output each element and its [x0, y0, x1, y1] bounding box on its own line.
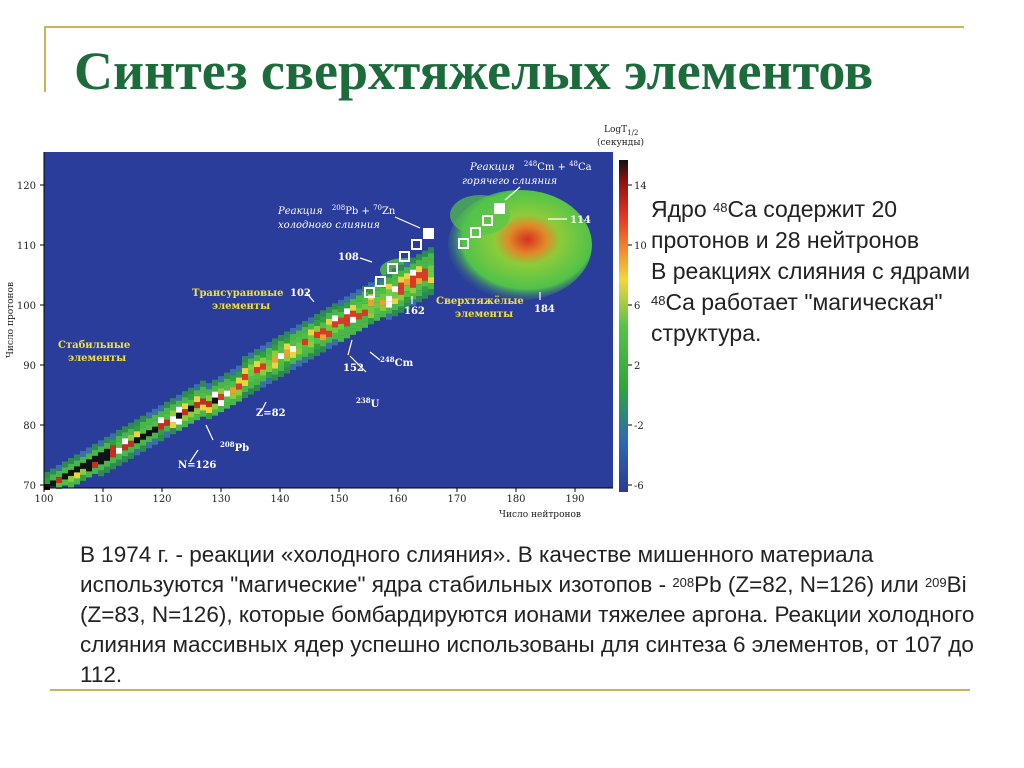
y-axis-label: Число протонов — [6, 281, 16, 359]
label-102: 102 — [290, 288, 311, 299]
transuranic-label-2: элементы — [212, 301, 271, 312]
colorbar — [619, 160, 628, 492]
x-tick-label: 110 — [93, 494, 113, 505]
y-tick-label: 80 — [23, 421, 36, 432]
bottom-paragraph: В 1974 г. - реакции «холодного слияния». В качестве мишенного материала используются "магические" ядра стабильных изотопов - $^{208}$Pb (Z=82, N=126) или $^{209}$Bi (Z=83, N=126), которые бомбардируются ионами тяжелее аргона. Реакции холодного слияния массивных ядер успешно использованы для синтеза 6 элементов, от 107 до 112. — [80, 542, 975, 687]
label-cm248: $^{248}$Cm — [380, 355, 414, 369]
y-tick-label: 120 — [16, 181, 36, 192]
x-tick-label: 150 — [329, 494, 349, 505]
nuclide-chart — [0, 112, 660, 532]
transuranic-label-1: Трансурановые — [192, 288, 284, 299]
hot-reaction-label-2: горячего слияния — [462, 176, 558, 187]
x-tick-label: 100 — [34, 494, 54, 505]
colorbar-tick-label: 10 — [634, 241, 647, 252]
label-108: 108 — [338, 252, 359, 263]
x-tick-label: 160 — [388, 494, 408, 505]
colorbar-tick-label: -2 — [634, 421, 644, 432]
label-n126: N=126 — [178, 460, 217, 471]
label-u238: $^{238}$U — [356, 396, 380, 410]
stable-label-1: Стабильные — [58, 340, 131, 351]
y-tick-label: 110 — [16, 241, 36, 252]
side-line-5: структура. — [651, 320, 762, 346]
slide-title: Синтез сверхтяжелых элементов — [74, 41, 874, 101]
side-line-1: Ядро $^{48}$Ca содержит 20 — [651, 196, 898, 222]
x-tick-label: 120 — [152, 494, 172, 505]
colorbar-tick-label: -6 — [634, 481, 644, 492]
hot-reaction-label-1: Реакция $^{248}$Cm + $^{48}$Ca — [470, 160, 592, 173]
x-tick-label: 180 — [506, 494, 526, 505]
label-pb208: $^{208}$Pb — [220, 440, 250, 454]
title-rule-top — [44, 26, 964, 28]
x-tick-label: 170 — [447, 494, 467, 505]
stable-label-2: элементы — [68, 353, 127, 364]
label-114: 114 — [570, 215, 591, 226]
y-tick-label: 100 — [16, 301, 36, 312]
superheavy-label-2: элементы — [455, 309, 514, 320]
side-line-4: $^{48}$Ca работает "магическая" — [651, 289, 943, 315]
label-162: 162 — [404, 306, 425, 317]
cold-reaction-label-1: Реакция $^{208}$Pb + $^{70}$Zn — [278, 204, 396, 217]
bottom-rule — [50, 689, 970, 691]
colorbar-tick-label: 6 — [634, 301, 641, 312]
x-tick-label: 140 — [270, 494, 290, 505]
x-tick-label: 130 — [211, 494, 231, 505]
y-tick-label: 90 — [23, 361, 36, 372]
cold-reaction-label-2: холодного слияния — [278, 220, 380, 231]
side-text — [651, 194, 991, 349]
colorbar-units: (секунды) — [597, 138, 645, 148]
side-line-2: протонов и 28 нейтронов — [651, 227, 920, 253]
colorbar-title: LogT$_{1/2}$ — [604, 125, 639, 137]
x-axis-label: Число нейтронов — [499, 510, 581, 520]
y-tick-label: 70 — [23, 481, 36, 492]
colorbar-tick-label: 14 — [634, 181, 647, 192]
label-184: 184 — [534, 304, 555, 315]
title-rule-left — [44, 26, 46, 92]
colorbar-tick-label: 2 — [634, 361, 641, 372]
label-152: 152 — [343, 363, 364, 374]
label-z82: Z=82 — [256, 408, 286, 419]
superheavy-label-1: Сверхтяжёлые — [436, 296, 524, 307]
side-line-3: В реакциях слияния с ядрами — [651, 258, 971, 284]
x-tick-label: 190 — [565, 494, 585, 505]
